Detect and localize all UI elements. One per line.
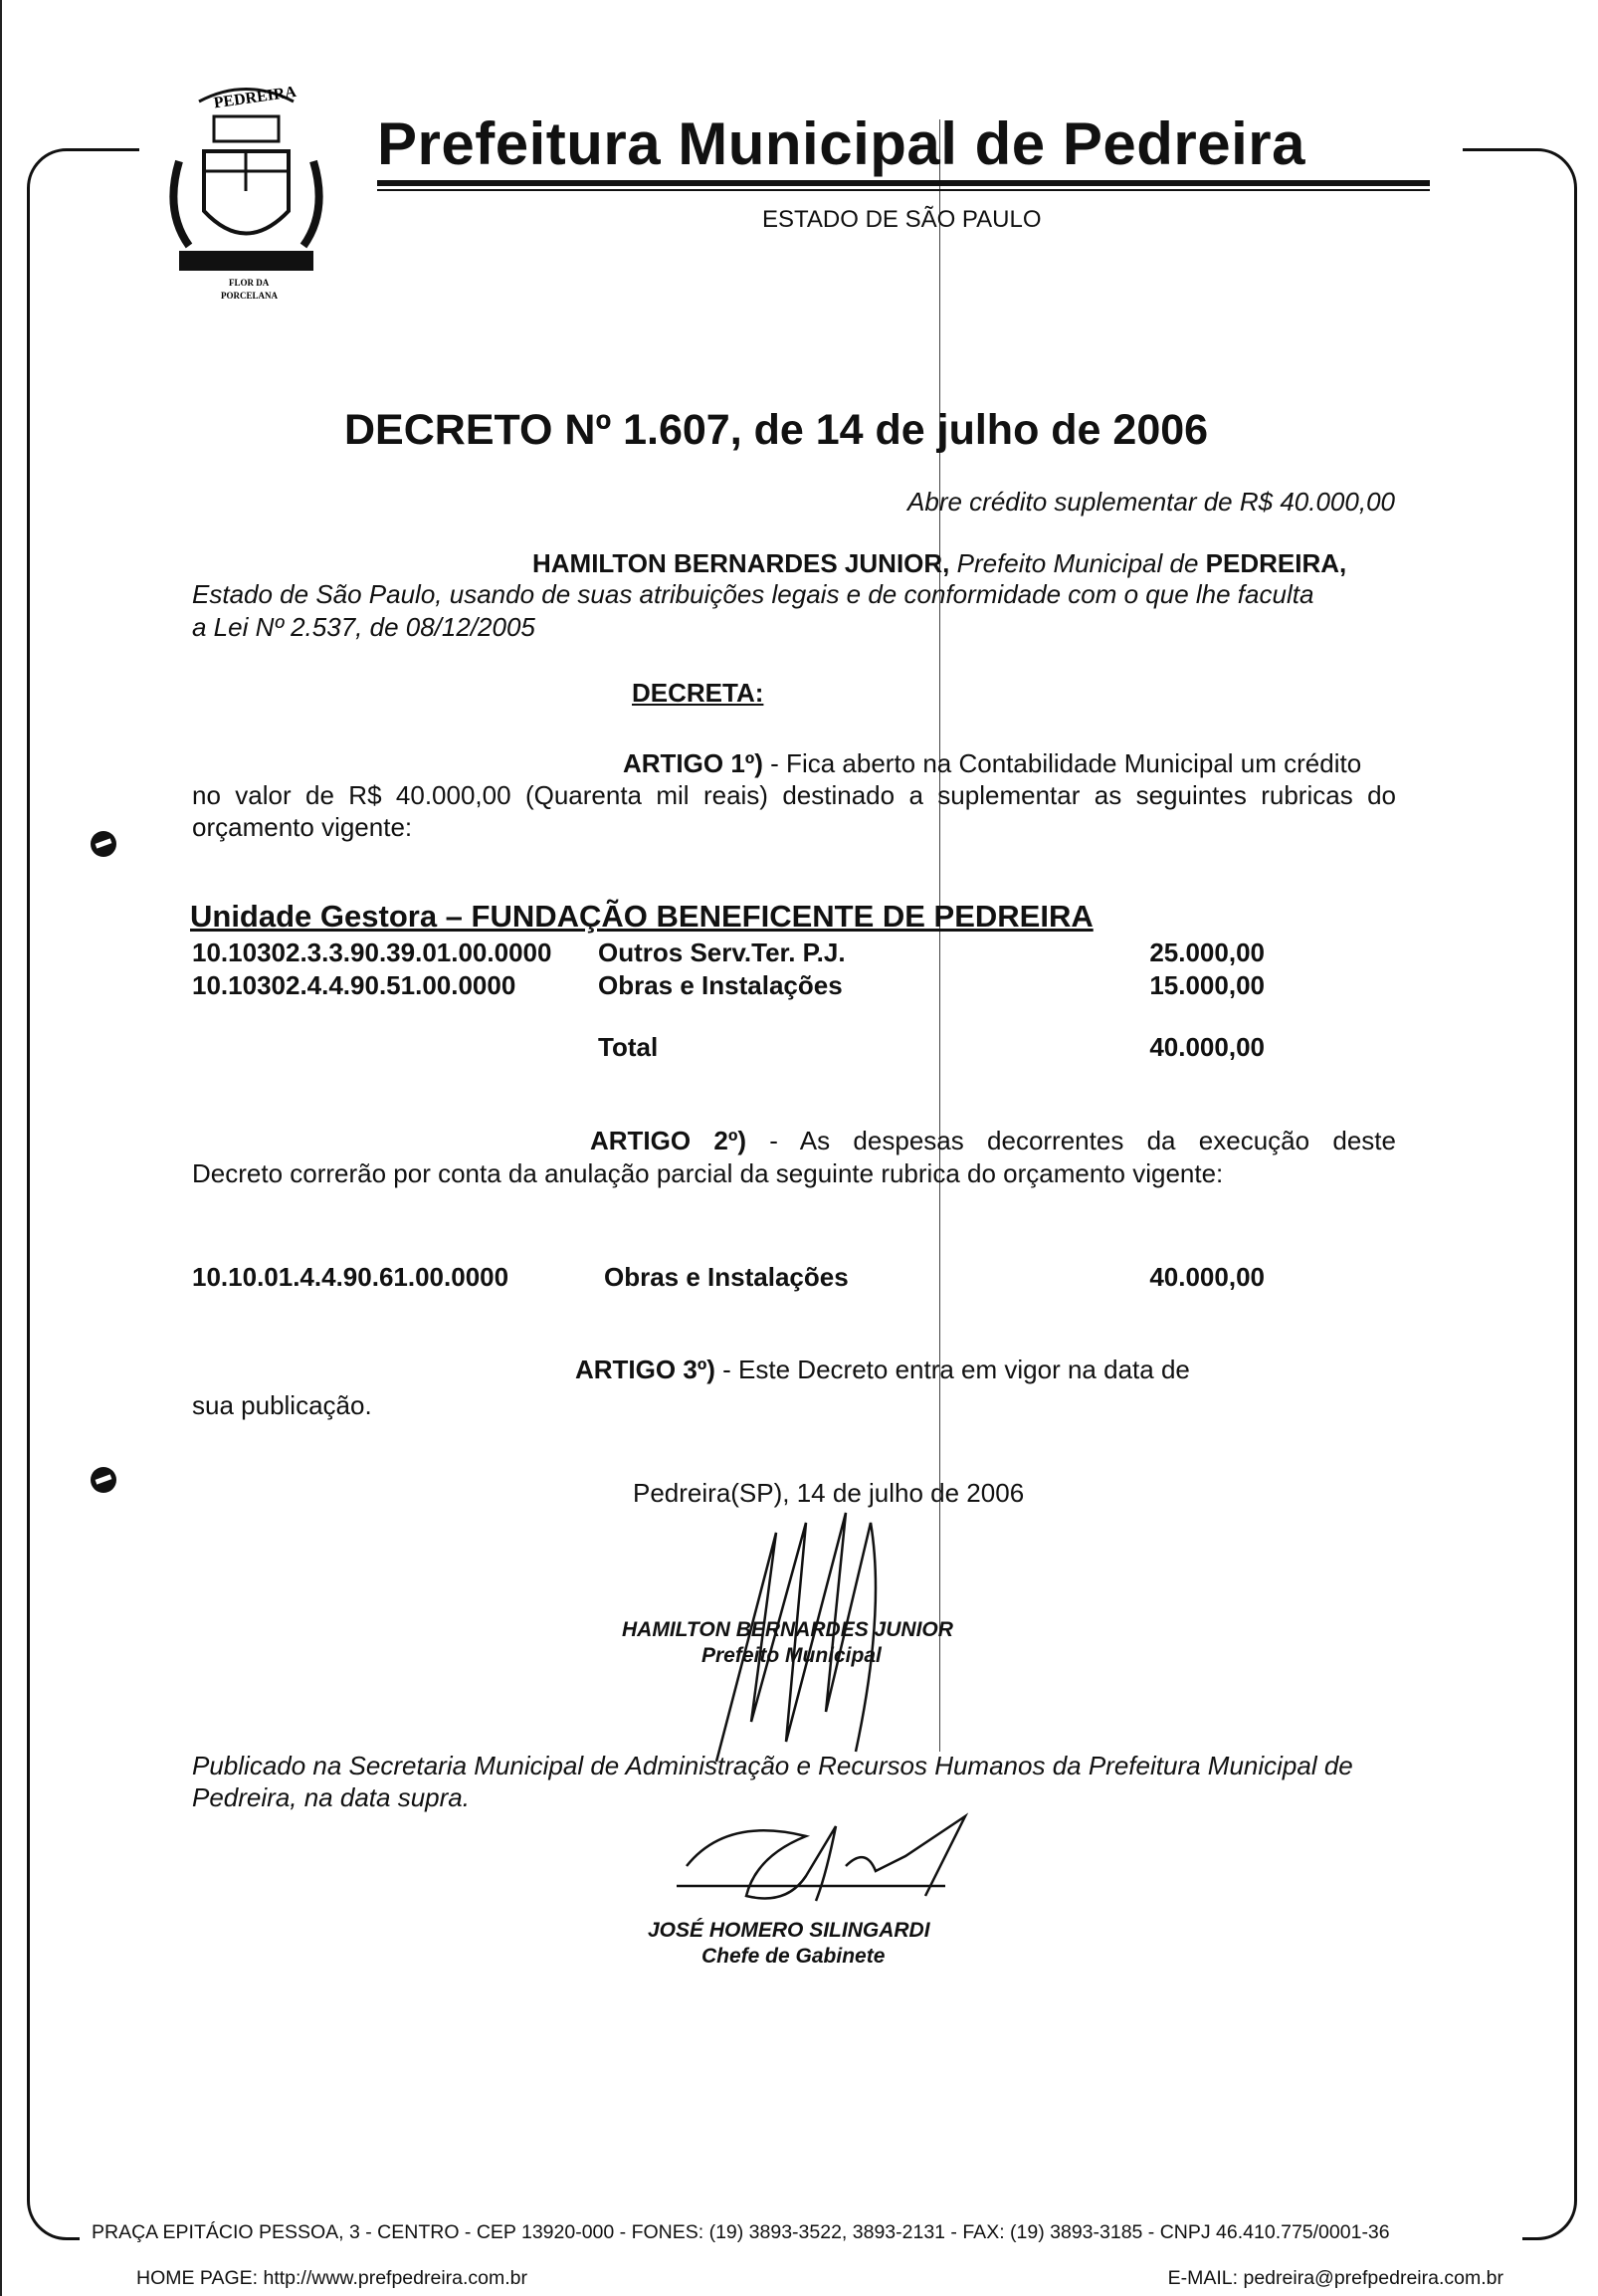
row-desc: Outros Serv.Ter. P.J. xyxy=(598,938,846,967)
signer1-role: Prefeito Municipal xyxy=(701,1644,882,1667)
cancel-row-code: 10.10.01.4.4.90.61.00.0000 xyxy=(192,1262,509,1292)
signer1-name: HAMILTON BERNARDES JUNIOR xyxy=(622,1618,953,1641)
decree-heading: DECRETO Nº 1.607, de 14 de julho de 2006 xyxy=(344,406,1209,454)
article2-label: ARTIGO 2º) xyxy=(590,1126,747,1155)
article1-line1 xyxy=(623,747,1361,779)
article1-line3: orçamento vigente: xyxy=(192,812,413,842)
article3-text: - Este Decreto entra em vigor na data de xyxy=(714,1355,1190,1384)
article1-label: ARTIGO 1º) xyxy=(623,748,763,778)
decree-summary: Abre crédito suplementar de R$ 40.000,00 xyxy=(907,487,1395,517)
cancel-row-desc: Obras e Instalações xyxy=(604,1262,849,1292)
total-label: Total xyxy=(598,1032,659,1062)
article2-line1 xyxy=(590,1125,1396,1156)
cancel-row-amount: 40.000,00 xyxy=(1149,1262,1265,1292)
city-name: PEDREIRA, xyxy=(1205,548,1347,578)
article3-label: ARTIGO 3º) xyxy=(575,1355,715,1384)
signer2-name: JOSÉ HOMERO SILINGARDI xyxy=(648,1919,930,1942)
row-code: 10.10302.4.4.90.51.00.0000 xyxy=(192,970,516,1000)
decreta-heading: DECRETA: xyxy=(632,678,764,708)
article1-text: - Fica aberto na Contabilidade Municipal um crédito xyxy=(762,748,1362,778)
svg-text:PORCELANA: PORCELANA xyxy=(221,291,279,301)
scan-punch-mark-icon xyxy=(91,831,116,857)
footer-homepage[interactable]: HOME PAGE: http://www.prefpedreira.com.br xyxy=(136,2267,528,2289)
unit-heading: Unidade Gestora – FUNDAÇÃO BENEFICENTE DE PEDREIRA xyxy=(190,899,1094,934)
scan-punch-mark-icon xyxy=(91,1467,116,1493)
chief-signature xyxy=(667,1806,1005,1916)
title-underline-thin xyxy=(377,189,1430,191)
header-title: Prefeitura Municipal de Pedreira xyxy=(377,110,1305,177)
title-underline xyxy=(377,180,1430,186)
published-line1: Publicado na Secretaria Municipal de Administração e Recursos Humanos da Prefeitura Municipal de xyxy=(192,1751,1353,1780)
svg-text:FLOR DA: FLOR DA xyxy=(229,278,270,288)
article1-line2: no valor de R$ 40.000,00 (Quarenta mil reais) destinado a suplementar as seguintes rubricas do xyxy=(192,780,1396,810)
preamble-line3: a Lei Nº 2.537, de 08/12/2005 xyxy=(192,612,535,642)
article3-line1 xyxy=(575,1354,1190,1385)
footer-address: PRAÇA EPITÁCIO PESSOA, 3 - CENTRO - CEP 13920-000 - FONES: (19) 3893-3522, 3893-2131 - FAX: (19) 3893-3185 - CNPJ 46.410.775/0001-36 xyxy=(92,2221,1390,2243)
mayor-role: Prefeito Municipal de xyxy=(949,548,1206,578)
header-state: ESTADO DE SÃO PAULO xyxy=(762,206,1042,233)
signer2-role: Chefe de Gabinete xyxy=(701,1945,886,1968)
published-line2: Pedreira, na data supra. xyxy=(192,1782,470,1812)
preamble-line1 xyxy=(532,547,1346,579)
svg-text:PEDREIRA: PEDREIRA xyxy=(212,83,298,112)
scan-edge xyxy=(0,0,2,2296)
article3-line2: sua publicação. xyxy=(192,1390,372,1420)
preamble-line2: Estado de São Paulo, usando de suas atribuições legais e de conformidade com o que lhe faculta xyxy=(192,579,1314,609)
footer-email[interactable]: E-MAIL: pedreira@prefpedreira.com.br xyxy=(1167,2267,1503,2289)
city-emblem-logo xyxy=(159,82,333,306)
place-date: Pedreira(SP), 14 de julho de 2006 xyxy=(633,1478,1025,1508)
row-code: 10.10302.3.3.90.39.01.00.0000 xyxy=(192,938,552,967)
total-amount: 40.000,00 xyxy=(1149,1032,1265,1062)
row-amount: 25.000,00 xyxy=(1149,938,1265,967)
article2-line2: Decreto correrão por conta da anulação parcial da seguinte rubrica do orçamento vigente: xyxy=(192,1158,1224,1188)
row-desc: Obras e Instalações xyxy=(598,970,843,1000)
mayor-name: HAMILTON BERNARDES JUNIOR, xyxy=(532,548,950,578)
row-amount: 15.000,00 xyxy=(1149,970,1265,1000)
article2-text: - As despesas decorrentes da execução deste xyxy=(746,1126,1396,1155)
